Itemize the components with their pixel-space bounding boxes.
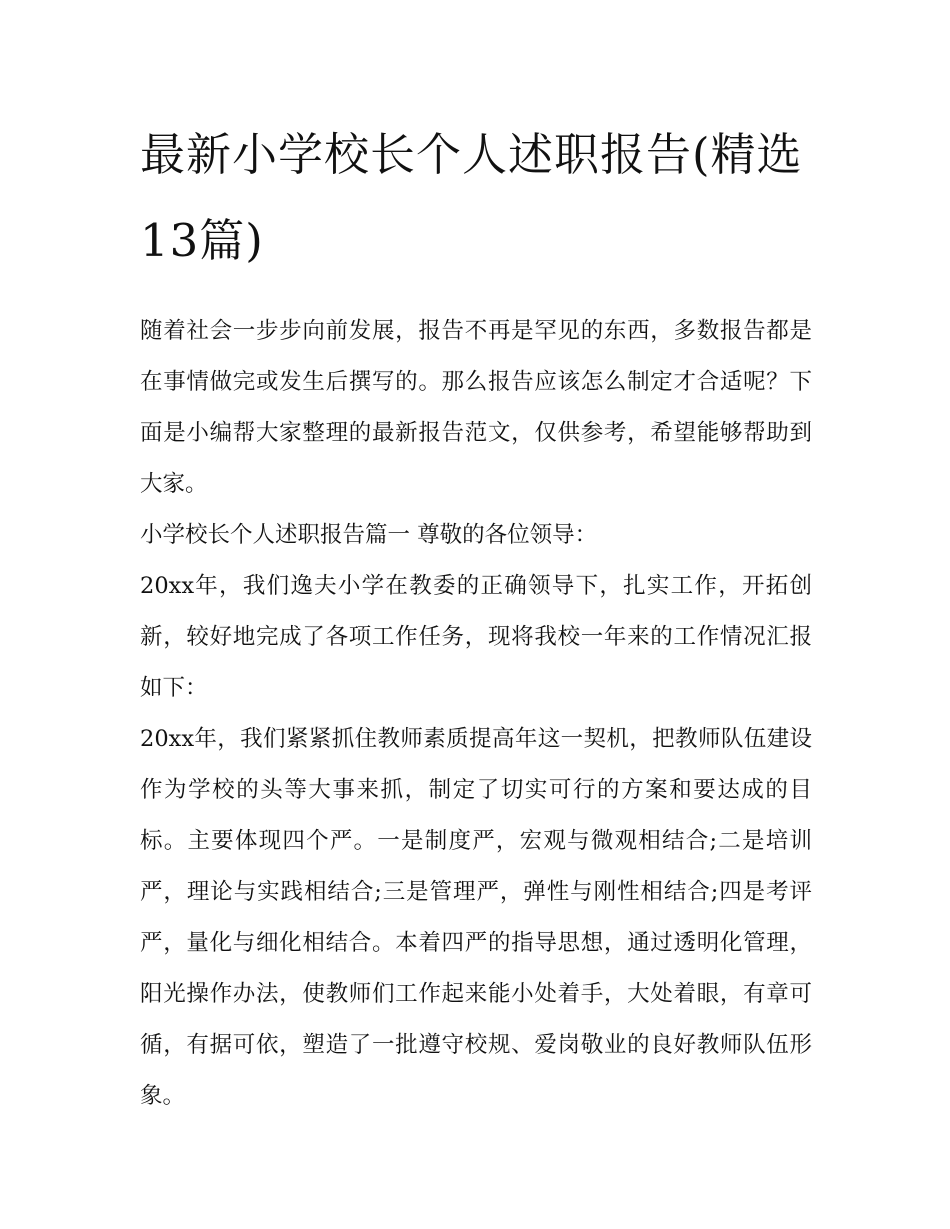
section-heading-paragraph: 小学校长个人述职报告篇一 尊敬的各位领导：: [140, 522, 598, 548]
body-paragraph: 20xx年，我们紧紧抓住教师素质提高年这一契机，把教师队伍建设作为学校的头等大事来抓，制定了切实可行的方案和要达成的目标。主要体现四个严。一是制度严，宏观与微观相结合;二是培训严，理论与实践相结合;三是管理严，弹性与刚性相结合;四是考评严，量化与细化相结合。本着四严的指导思想，通过透明化管理，阳光操作办法，使教师们工作起来能小处着手，大处着眼，有章可循，有据可依，塑造了一批遵守校规、爱岗敬业的良好教师队伍形象。: [140, 726, 812, 1109]
document-title: 最新小学校长个人述职报告(精选13篇): [140, 128, 803, 267]
body-paragraph: 20xx年，我们逸夫小学在教委的正确领导下，扎实工作，开拓创新，较好地完成了各项工作任务，现将我校一年来的工作情况汇报如下：: [140, 573, 812, 701]
document-page: [140, 112, 812, 1122]
intro-paragraph: 随着社会一步步向前发展，报告不再是罕见的东西，多数报告都是在事情做完或发生后撰写的。那么报告应该怎么制定才合适呢？下面是小编帮大家整理的最新报告范文，仅供参考，希望能够帮助到大家。: [140, 318, 812, 497]
